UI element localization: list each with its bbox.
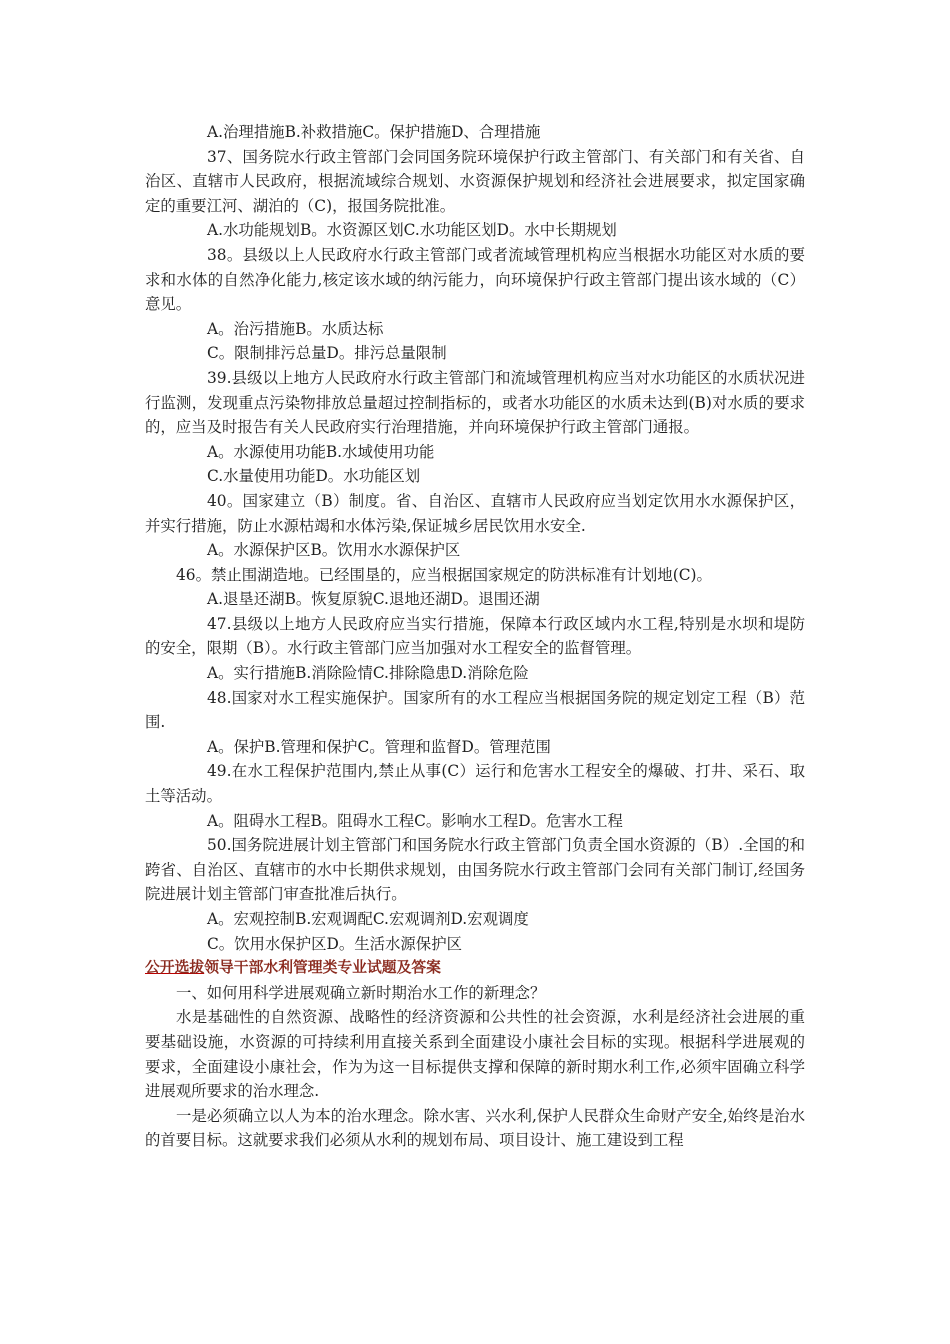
section-heading bbox=[145, 956, 805, 981]
text-paragraph: 46。禁止围湖造地。已经围垦的，应当根据国家规定的防洪标准有计划地(C)。 bbox=[176, 565, 712, 584]
text-paragraph: C。限制排污总量D。排污总量限制 bbox=[207, 344, 447, 363]
text-paragraph: 47.县级以上地方人民政府应当实行措施，保障本行政区域内水工程,特别是水坝和堤防的安全，限期（B）。水行政主管部门应当加强对水工程安全的监督管理。 bbox=[145, 614, 805, 658]
text-paragraph: A。实行措施B.消除险情C.排除隐患D.消除危险 bbox=[207, 664, 529, 683]
text-paragraph: 一是必须确立以人为本的治水理念。除水害、兴水利,保护人民群众生命财产安全,始终是治水的首要目标。这就要求我们必须从水利的规划布局、项目设计、施工建设到工程 bbox=[145, 1106, 805, 1150]
text-paragraph: A。水源使用功能B.水域使用功能 bbox=[207, 442, 435, 461]
text-paragraph: C.水量使用功能D。水功能区划 bbox=[207, 467, 421, 486]
text-paragraph: A。保护B.管理和保护C。管理和监督D。管理范围 bbox=[207, 737, 551, 756]
text-paragraph: C。饮用水保护区D。生活水源保护区 bbox=[207, 934, 462, 953]
heading-underlined: 公开选拔 bbox=[145, 959, 205, 977]
text-paragraph: A.水功能规划B。水资源区划C.水功能区划D。水中长期规划 bbox=[207, 221, 617, 240]
text-paragraph: 39.县级以上地方人民政府水行政主管部门和流域管理机构应当对水功能区的水质状况进行监测，发现重点污染物排放总量超过控制指标的，或者水功能区的水质未达到(B)对水质的要求的，应当及时报告有关人民政府实行治理措施，并向环境保护行政主管部门通报。 bbox=[145, 368, 805, 437]
text-paragraph: A.退垦还湖B。恢复原貌C.退地还湖D。退围还湖 bbox=[207, 590, 540, 609]
text-paragraph: A。阻碍水工程B。阻碍水工程C。影响水工程D。危害水工程 bbox=[207, 811, 623, 830]
text-paragraph: 49.在水工程保护范围内,禁止从事(C）运行和危害水工程安全的爆破、打井、采石、取土等活动。 bbox=[145, 762, 805, 806]
text-paragraph: 水是基础性的自然资源、战略性的经济资源和公共性的社会资源，水利是经济社会进展的重要基础设施，水资源的可持续利用直接关系到全面建设小康社会目标的实现。根据科学进展观的要求，全面建设小康社会，作为为这一目标提供支撑和保障的新时期水利工作,必须牢固确立科学进展观所要求的治水理念. bbox=[145, 1008, 805, 1101]
document-page bbox=[145, 120, 805, 1153]
answer-section bbox=[145, 981, 805, 1153]
text-paragraph: A。宏观控制B.宏观调配C.宏观调剂D.宏观调度 bbox=[207, 910, 529, 928]
text-paragraph: A。治污措施B。水质达标 bbox=[207, 319, 384, 338]
text-paragraph: 37、国务院水行政主管部门会同国务院环境保护行政主管部门、有关部门和有关省、自治区、直辖市人民政府，根据流域综合规划、水资源保护规划和经济社会进展要求，拟定国家确定的重要江河、湖泊的（C)，报国务院批准。 bbox=[145, 147, 805, 215]
text-paragraph: 一、如何用科学进展观确立新时期治水工作的新理念？ bbox=[176, 983, 546, 1002]
text-paragraph: A。水源保护区B。饮用水水源保护区 bbox=[207, 541, 461, 560]
text-paragraph: 38。县级以上人民政府水行政主管部门或者流域管理机构应当根据水功能区对水质的要求和水体的自然净化能力,核定该水域的纳污能力，向环境保护行政主管部门提出该水域的（C）意见。 bbox=[145, 245, 805, 314]
text-paragraph: 50.国务院进展计划主管部门和国务院水行政主管部门负责全国水资源的（B）.全国的和跨省、自治区、直辖市的水中长期供求规划，由国务院水行政主管部门会同有关部门制订,经国务院进展计划主管部门审查批准后执行。 bbox=[145, 836, 805, 904]
question-list bbox=[145, 120, 805, 956]
text-paragraph: A.治理措施B.补救措施C。保护措施D、合理措施 bbox=[207, 123, 541, 141]
text-paragraph: 40。国家建立（B）制度。省、自治区、直辖市人民政府应当划定饮用水水源保护区，并实行措施，防止水源枯竭和水体污染,保证城乡居民饮用水安全. bbox=[145, 491, 805, 535]
heading-rest: 领导干部水利管理类专业试题及答案 bbox=[204, 959, 441, 977]
text-paragraph: 48.国家对水工程实施保护。国家所有的水工程应当根据国务院的规定划定工程（B）范围. bbox=[145, 688, 805, 732]
